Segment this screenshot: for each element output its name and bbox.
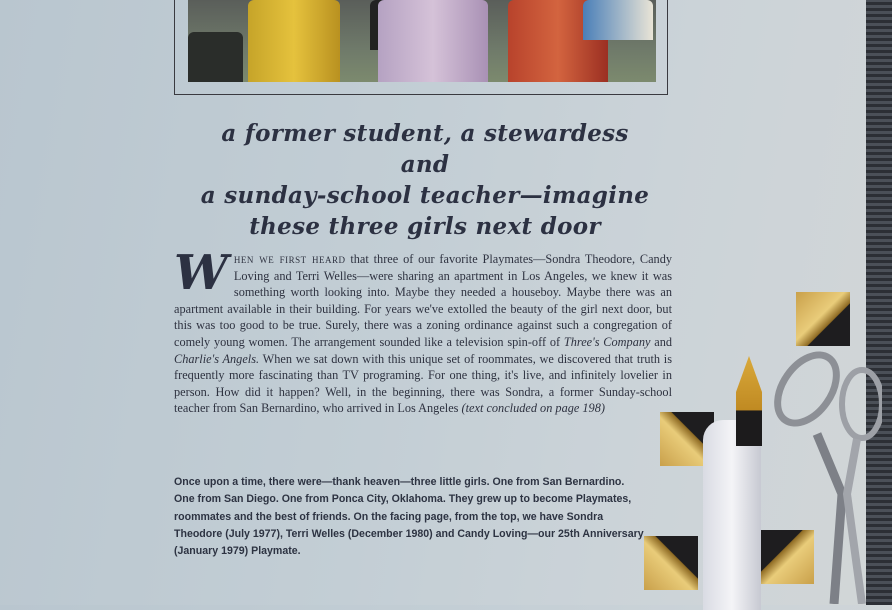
headline-line-1: a former student, a stewardess and (221, 120, 629, 178)
continued-note: (text concluded on page 198) (461, 401, 605, 416)
cropped-photo (188, 0, 656, 82)
fountain-pen-nib (736, 356, 762, 446)
photo-corner-bottom-left (644, 536, 698, 590)
shopping-bag (583, 0, 653, 40)
headline-line-2: a sunday-school teacher—imagine (200, 182, 650, 209)
lead-in: hen we first heard (233, 252, 346, 266)
body-text-2: When we sat down with this unique set of roommates, we discovered that truth is frequently more fascinating than TV programing. For one thing, it's live, and infinitely lovelier in person. How did it happen? Well, in the beginning, there was Sondra, a former Sunday-school teacher from San Bernardino, who arrived in Los Angeles (174, 351, 673, 416)
article-body (174, 245, 673, 417)
drop-cap: W (174, 245, 228, 301)
photo-caption: Once upon a time, there were—thank heaven—three little girls. One from San Bernardino. One from San Diego. One from Ponca City, Oklahoma. They grew up to become Playmates, roommates and the best of friends. On the facing page, from the top, we have Sondra Theodore (July 1977), Terri Welles (December 1980) and Candy Loving—our 25th Anniversary (January 1979) Playmate. (174, 476, 644, 558)
scissors-icon (762, 334, 882, 604)
fountain-pen-body (703, 420, 761, 610)
body-text-1: that three of our favorite Playmates—Sondra Theodore, Candy Loving and Terri Welles—were sharing an apartment in Los Angeles, we knew it was something worth looking into. Maybe they needed a houseboy. Maybe there was an apartment available in their building. For years we've extolled the beauty of the girl next door, but this was too good to be true. Surely, there was a zoning ordinance against such a congregation of comely young women. The arrangement sounded like a television spin-off of (174, 252, 672, 349)
background-figure (188, 32, 243, 82)
figure-lavender-outfit (378, 0, 488, 82)
headline-line-3: these three girls next door (249, 213, 601, 240)
conjunction: and (650, 334, 672, 349)
title-threes-company: Three's Company (563, 334, 651, 349)
figure-yellow-outfit (248, 0, 340, 82)
title-charlies-angels: Charlie's Angels. (174, 351, 260, 366)
headline (200, 118, 650, 242)
